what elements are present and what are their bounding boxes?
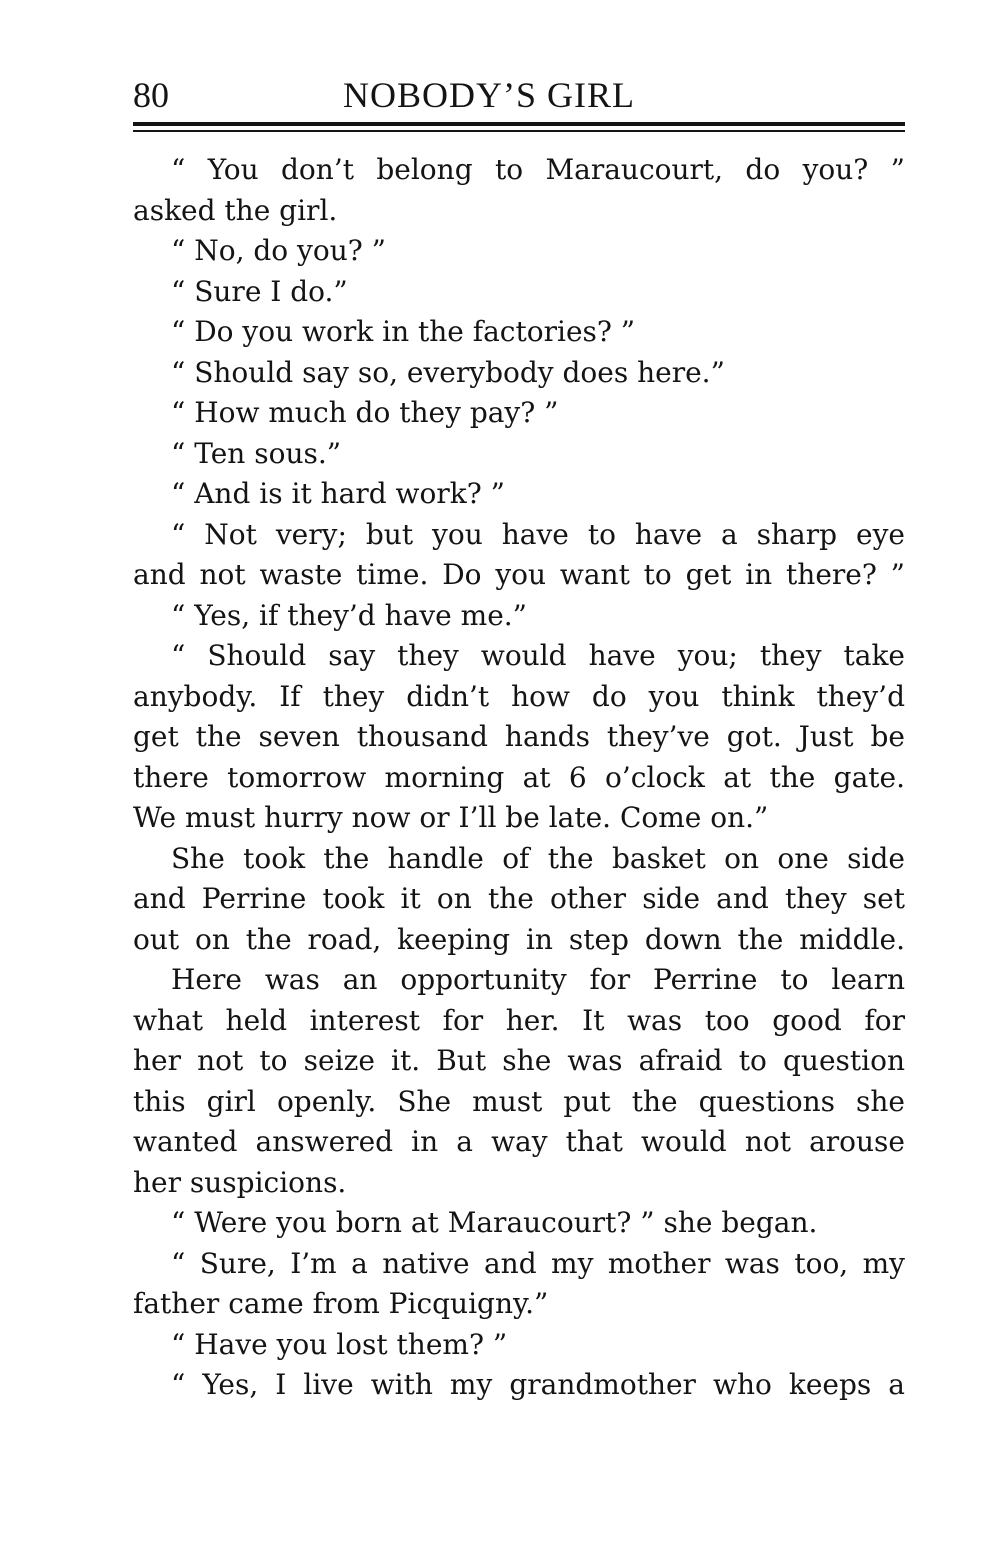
text-line: father came from Picquigny.” <box>133 1287 549 1320</box>
running-head <box>133 70 905 120</box>
text-line: “ You don’t belong to Maraucourt, do you? ” <box>171 153 905 186</box>
text-line: get the seven thousand hands they’ve got. Just be <box>133 720 905 753</box>
text-line: “ Yes, I live with my grandmother who keeps a <box>171 1368 905 1401</box>
text-line: “ Should say so, everybody does here.” <box>171 355 725 389</box>
text-line: there tomorrow morning at 6 o’clock at the gate. <box>133 760 905 794</box>
body-text <box>133 150 905 1406</box>
text-line: “ And is it hard work? ” <box>171 477 505 510</box>
text-line: her not to seize it. But she was afraid to question <box>133 1044 905 1077</box>
text-line: “ Should say they would have you; they take <box>171 639 905 672</box>
header-rule-thick <box>133 122 905 126</box>
text-line: We must hurry now or I’ll be late. Come on.” <box>133 801 769 834</box>
text-line: She took the handle of the basket on one side <box>171 841 905 875</box>
text-line: “ Do you work in the factories? ” <box>171 315 636 348</box>
text-line: her suspicions. <box>133 1165 347 1199</box>
text-line: “ Sure I do.” <box>171 274 348 308</box>
text-line: and not waste time. Do you want to get in there? ” <box>133 558 905 591</box>
text-line: “ Have you lost them? ” <box>171 1327 508 1361</box>
text-line: out on the road, keeping in step down the middle. <box>133 922 905 956</box>
text-line: “ Not very; but you have to have a sharp eye <box>171 517 905 551</box>
text-line: “ Sure, I’m a native and my mother was too, my <box>171 1246 905 1280</box>
text-line: “ How much do they pay? ” <box>171 396 559 429</box>
text-line: wanted answered in a way that would not arouse <box>133 1125 905 1158</box>
text-line: “ Were you born at Maraucourt? ” she began. <box>171 1206 818 1239</box>
text-line: “ Yes, if they’d have me.” <box>171 598 527 632</box>
page-number: 80 <box>133 75 169 115</box>
book-title: NOBODY’S GIRL <box>343 75 635 115</box>
header-rule-thin <box>133 130 905 132</box>
text-line: “ Ten sous.” <box>171 436 342 470</box>
text-line: this girl openly. She must put the questions she <box>133 1084 905 1118</box>
text-line: “ No, do you? ” <box>171 234 386 267</box>
text-line: asked the girl. <box>133 193 338 227</box>
text-line: Here was an opportunity for Perrine to learn <box>171 963 905 996</box>
text-line: and Perrine took it on the other side and they set <box>133 882 905 915</box>
text-line: anybody. If they didn’t how do you think they’d <box>133 679 905 713</box>
text-line: what held interest for her. It was too good for <box>133 1003 905 1037</box>
